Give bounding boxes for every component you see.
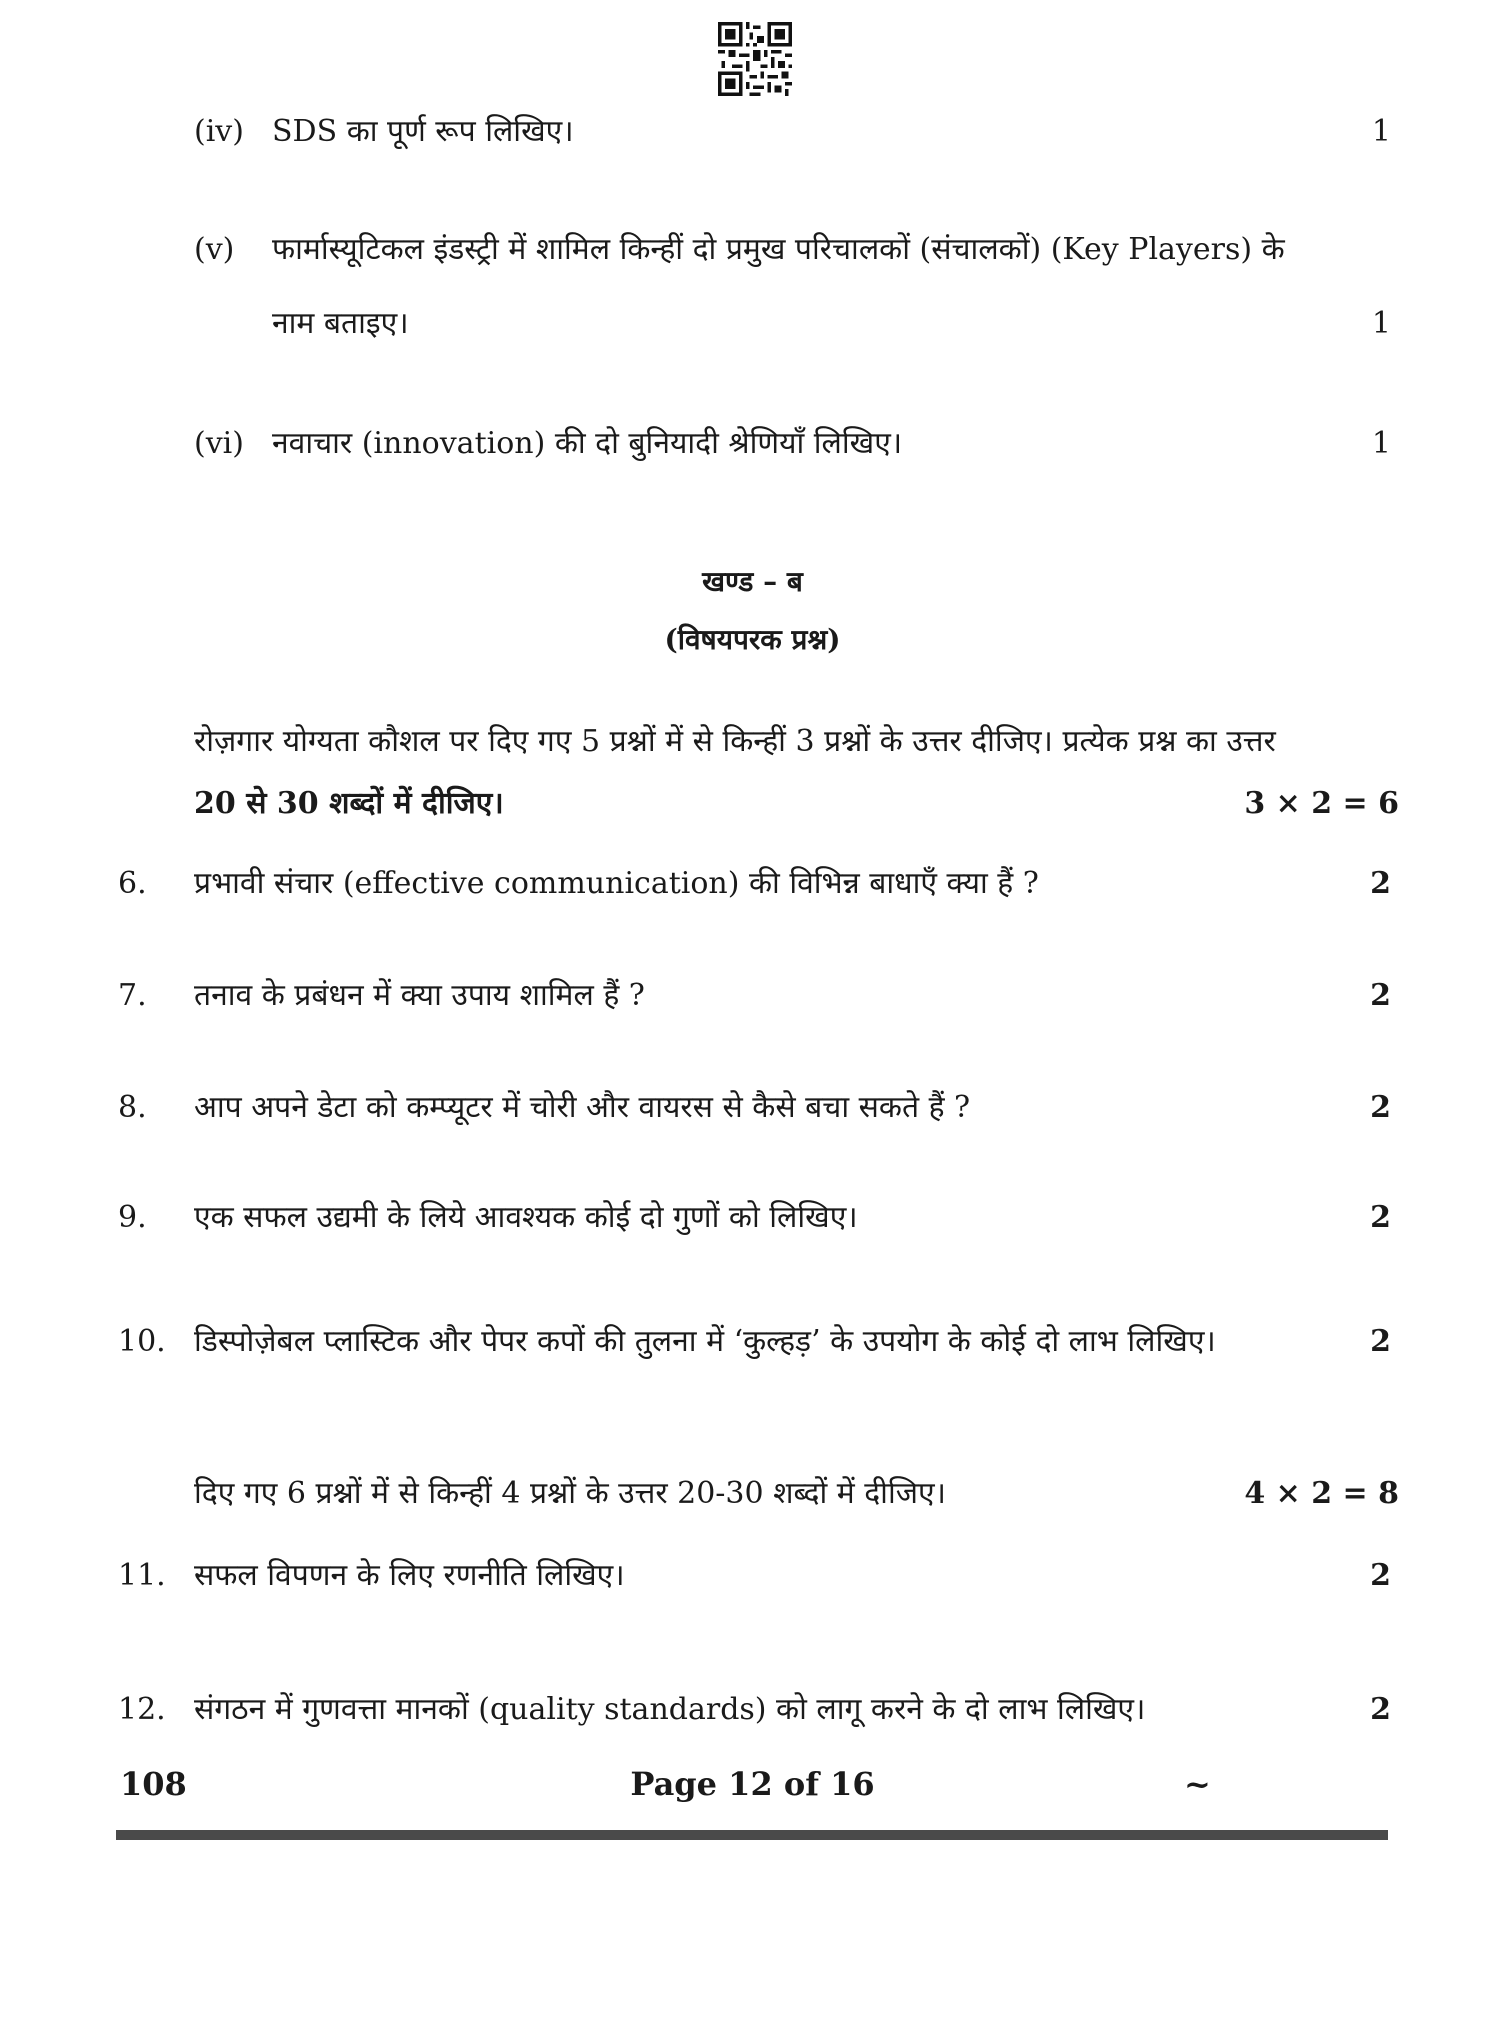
footer-tilde-mark: ~	[1184, 1765, 1211, 1803]
section-subheading: (विषयपरक प्रश्न)	[664, 623, 841, 656]
instruction-text: दिए गए 6 प्रश्नों में से किन्हीं 4 प्रश्नों के उत्तर 20-30 शब्दों में दीजिए।	[194, 1476, 946, 1511]
question-text: एक सफल उद्यमी के लिये आवश्यक कोई दो गुणों को लिखिए।	[194, 1200, 858, 1235]
question-marks: 2	[1370, 1558, 1391, 1593]
question-number: 10.	[118, 1324, 166, 1359]
question-marks: 2	[1370, 978, 1391, 1013]
qr-code-icon	[718, 22, 792, 96]
question-marks: 2	[1370, 1200, 1391, 1235]
instruction-text: रोज़गार योग्यता कौशल पर दिए गए 5 प्रश्नों में से किन्हीं 3 प्रश्नों के उत्तर दीजिए। प्रत्येक प्रश्न का उत्तर	[194, 724, 1276, 759]
subquestion-text: फार्मास्यूटिकल इंडस्ट्री में शामिल किन्हीं दो प्रमुख परिचालकों (संचालकों) (Key Players) के	[272, 232, 1285, 267]
question-number: 9.	[118, 1200, 147, 1235]
question-number: 8.	[118, 1090, 147, 1125]
subquestion-number: (v)	[194, 232, 235, 267]
question-text: डिस्पोज़ेबल प्लास्टिक और पेपर कपों की तुलना में ‘कुल्हड़’ के उपयोग के कोई दो लाभ लिखिए।	[194, 1324, 1216, 1359]
question-number: 12.	[118, 1692, 166, 1727]
footer-rule	[116, 1830, 1388, 1840]
subquestion-number: (vi)	[194, 426, 244, 461]
question-text: संगठन में गुणवत्ता मानकों (quality standards) को लागू करने के दो लाभ लिखिए।	[194, 1692, 1146, 1727]
question-marks: 2	[1370, 1324, 1391, 1359]
question-text: सफल विपणन के लिए रणनीति लिखिए।	[194, 1558, 625, 1593]
instruction-marks: 4 × 2 = 8	[1244, 1476, 1399, 1511]
question-text: प्रभावी संचार (effective communication) की विभिन्न बाधाएँ क्या हैं ?	[194, 866, 1039, 901]
instruction-text-continued: 20 से 30 शब्दों में दीजिए।	[194, 786, 504, 821]
question-number: 7.	[118, 978, 147, 1013]
subquestion-text: नवाचार (innovation) की दो बुनियादी श्रेणियाँ लिखिए।	[272, 426, 903, 461]
subquestion-number: (iv)	[194, 114, 244, 149]
question-number: 11.	[118, 1558, 166, 1593]
subquestion-marks: 1	[1371, 114, 1391, 149]
question-text: आप अपने डेटा को कम्प्यूटर में चोरी और वायरस से कैसे बचा सकते हैं ?	[194, 1090, 971, 1125]
question-marks: 2	[1370, 866, 1391, 901]
section-heading: खण्ड – ब	[702, 565, 803, 598]
question-marks: 2	[1370, 1692, 1391, 1727]
instruction-marks: 3 × 2 = 6	[1244, 786, 1399, 821]
question-number: 6.	[118, 866, 147, 901]
subquestion-text-continued: नाम बताइए।	[272, 306, 409, 341]
question-marks: 2	[1370, 1090, 1391, 1125]
paper-code: 108	[120, 1765, 187, 1803]
page-number: Page 12 of 16	[630, 1765, 875, 1803]
subquestion-text: SDS का पूर्ण रूप लिखिए।	[272, 114, 574, 149]
question-text: तनाव के प्रबंधन में क्या उपाय शामिल हैं ?	[194, 978, 645, 1013]
subquestion-marks: 1	[1371, 306, 1391, 341]
subquestion-marks: 1	[1371, 426, 1391, 461]
